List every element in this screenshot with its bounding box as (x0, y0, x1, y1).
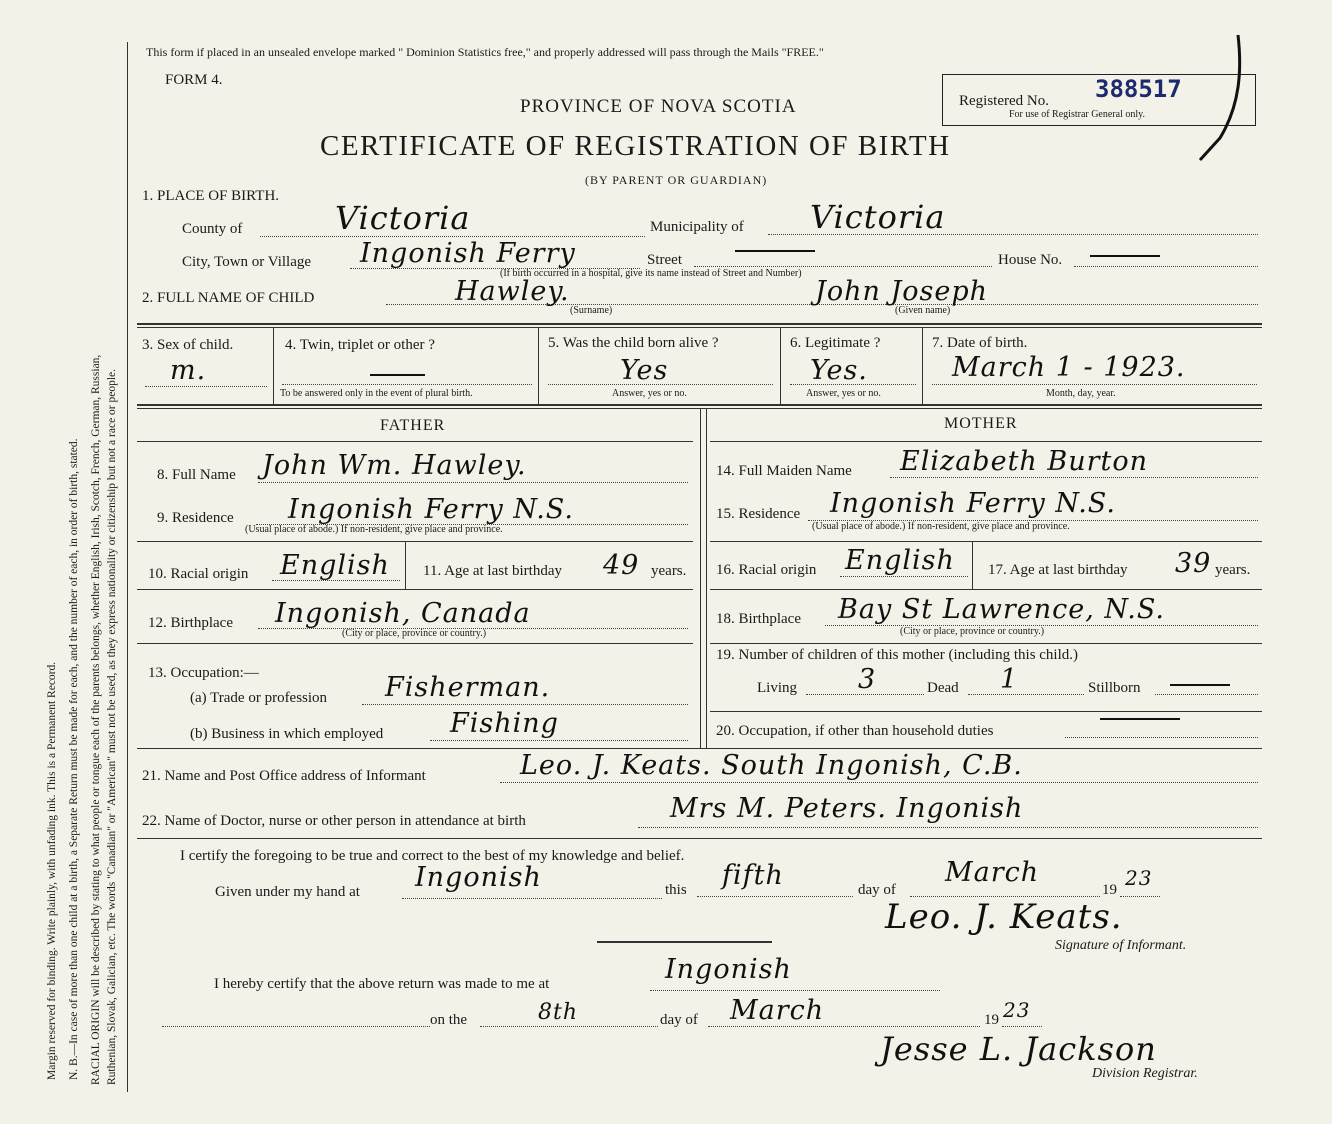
registration-month: March (730, 995, 825, 1026)
city-label: City, Town or Village (182, 254, 312, 270)
given-note: (Given name) (895, 305, 951, 316)
given-label: Given under my hand at (215, 884, 360, 900)
father-res-note: (Usual place of abode.) If non-resident, give place and province. (245, 524, 503, 535)
father-age-label: 11. Age at last birthday (423, 563, 562, 579)
twin-label: 4. Twin, triplet or other ? (285, 337, 435, 353)
county-value: Victoria (335, 199, 471, 237)
mother-age-label: 17. Age at last birthday (988, 562, 1128, 578)
father-birthplace-label: 12. Birthplace (148, 615, 233, 631)
registrar-label: Division Registrar. (1092, 1066, 1198, 1081)
pencil-mark (1190, 30, 1260, 170)
this-label: this (665, 882, 687, 898)
child-surname: Hawley. (455, 276, 570, 307)
informant-label: 21. Name and Post Office address of Informant (142, 768, 426, 784)
registrar-note: For use of Registrar General only. (1009, 109, 1145, 120)
child-given-name: John Joseph (815, 276, 989, 307)
racial-note-1: RACIAL ORIGIN will be described by stating to what people or tongue each of the parents belongs, whether English, Irish, Scotch, French, German, Russian, (90, 354, 102, 1085)
father-name-label: 8. Full Name (157, 467, 236, 483)
doctor-value: Mrs M. Peters. Ingonish (670, 793, 1024, 824)
street-label: Street (647, 252, 682, 268)
father-race: English (280, 550, 390, 581)
living-label: Living (757, 680, 797, 696)
mother-age: 39 (1175, 548, 1212, 579)
father-bp-note: (City or place, province or country.) (342, 628, 487, 639)
sex-label: 3. Sex of child. (142, 337, 234, 353)
occupation-label: 13. Occupation:— (148, 665, 259, 681)
stillborn-label: Stillborn (1088, 680, 1141, 696)
father-residence: Ingonish Ferry N.S. (288, 494, 574, 525)
father-age: 49 (603, 550, 640, 581)
dob-value: March 1 - 1923. (952, 352, 1186, 383)
signature-label: Signature of Informant. (1055, 938, 1187, 953)
child-name-label: 2. FULL NAME OF CHILD (142, 290, 315, 306)
mother-heading: MOTHER (944, 415, 1018, 432)
mother-name-label: 14. Full Maiden Name (716, 463, 852, 479)
reg-year-suffix: 23 (1003, 998, 1031, 1022)
registrar-certify: I hereby certify that the above return was made to me at (214, 976, 550, 992)
margin-note: Margin reserved for binding. Write plainly, with unfading ink. This is a Permanent Record. (46, 661, 58, 1080)
mother-occupation-dash (1100, 718, 1180, 720)
house-label: House No. (998, 252, 1063, 268)
mother-birthplace: Bay St Lawrence, N.S. (838, 594, 1165, 625)
day-of-label: day of (858, 882, 896, 898)
trade-label: (a) Trade or profession (190, 690, 328, 706)
year-suffix: 23 (1125, 866, 1153, 890)
father-heading: FATHER (380, 417, 446, 434)
sex-value: m. (170, 355, 207, 386)
business-value: Fishing (450, 708, 559, 739)
registrar-signature: Jesse L. Jackson (880, 1030, 1157, 1068)
hospital-note: (If birth occurred in a hospital, give its name instead of Street and Number) (500, 268, 802, 279)
place-of-birth-label: 1. PLACE OF BIRTH. (142, 188, 280, 204)
page-title: CERTIFICATE OF REGISTRATION OF BIRTH (320, 130, 951, 162)
municipality-value: Victoria (810, 198, 946, 236)
dead-value: 1 (1000, 664, 1019, 695)
mother-occupation-label: 20. Occupation, if other than household duties (716, 723, 994, 739)
registered-label: Registered No. (959, 93, 1049, 109)
on-the-label: on the (430, 1012, 468, 1028)
father-birthplace: Ingonish, Canada (275, 598, 531, 629)
mother-bp-note: (City or place, province or country.) (900, 626, 1045, 637)
mother-birthplace-label: 18. Birthplace (716, 611, 801, 627)
nb-note: N. B.—In case of more than one child at a birth, a Separate Return must be made for each, and the number of each, in order of birth, stated. (68, 438, 80, 1080)
given-place: Ingonish (415, 862, 542, 893)
dead-label: Dead (927, 680, 959, 696)
registration-place: Ingonish (665, 954, 792, 985)
dob-label: 7. Date of birth. (932, 335, 1028, 351)
registration-day: 8th (538, 1000, 579, 1025)
county-label: County of (182, 221, 243, 237)
alive-label: 5. Was the child born alive ? (548, 335, 719, 351)
mother-name: Elizabeth Burton (900, 446, 1149, 477)
dob-note: Month, day, year. (1046, 388, 1116, 399)
children-count-label: 19. Number of children of this mother (including this child.) (716, 647, 1079, 663)
street-dash (735, 250, 815, 252)
business-label: (b) Business in which employed (190, 726, 384, 742)
legitimate-label: 6. Legitimate ? (790, 335, 881, 351)
living-value: 3 (858, 664, 877, 695)
twin-dash (370, 374, 425, 376)
year-prefix: 19 (1102, 882, 1117, 898)
doctor-label: 22. Name of Doctor, nurse or other person in attendance at birth (142, 813, 526, 829)
trade-value: Fisherman. (385, 672, 551, 703)
subtitle: (BY PARENT OR GUARDIAN) (585, 173, 768, 187)
registered-number: 388517 (1095, 75, 1182, 103)
mother-years: years. (1215, 562, 1251, 578)
racial-note-2: Ruthenian, Slovak, Galician, etc. The words "Canadian" or "American" must not be used, as they express nationality or citizenship but not a race or people. (106, 368, 118, 1085)
form-number: FORM 4. (165, 72, 223, 88)
twin-note: To be answered only in the event of plural birth. (280, 388, 473, 399)
informant-signature: Leo. J. Keats. (885, 897, 1123, 937)
house-dash (1090, 255, 1160, 257)
day-value: fifth (722, 860, 784, 891)
certify-text: I certify the foregoing to be true and correct to the best of my knowledge and belief. (180, 848, 685, 864)
legitimate-value: Yes. (810, 355, 868, 386)
month-value: March (945, 857, 1040, 888)
binding-margin-line (127, 42, 128, 1092)
stillborn-dash (1170, 684, 1230, 686)
mother-residence: Ingonish Ferry N.S. (830, 488, 1116, 519)
informant-value: Leo. J. Keats. South Ingonish, C.B. (520, 750, 1023, 781)
surname-note: (Surname) (570, 305, 613, 316)
province-heading: PROVINCE OF NOVA SCOTIA (520, 96, 797, 117)
alive-note: Answer, yes or no. (612, 388, 687, 399)
mother-race-label: 16. Racial origin (716, 562, 817, 578)
reg-year-prefix: 19 (984, 1012, 999, 1028)
municipality-label: Municipality of (650, 219, 744, 235)
father-years: years. (651, 563, 687, 579)
father-residence-label: 9. Residence (157, 510, 234, 526)
mother-residence-label: 15. Residence (716, 506, 801, 522)
father-race-label: 10. Racial origin (148, 566, 249, 582)
mother-res-note: (Usual place of abode.) If non-resident, give place and province. (812, 521, 1070, 532)
mail-notice: This form if placed in an unsealed envelope marked " Dominion Statistics free," and properly addressed will pass through the Mails "FREE." (146, 45, 824, 59)
reg-day-of-label: day of (660, 1012, 698, 1028)
city-value: Ingonish Ferry (360, 238, 576, 269)
father-name: John Wm. Hawley. (262, 450, 527, 481)
alive-value: Yes (620, 355, 669, 386)
legitimate-note: Answer, yes or no. (806, 388, 881, 399)
mother-race: English (845, 545, 955, 576)
